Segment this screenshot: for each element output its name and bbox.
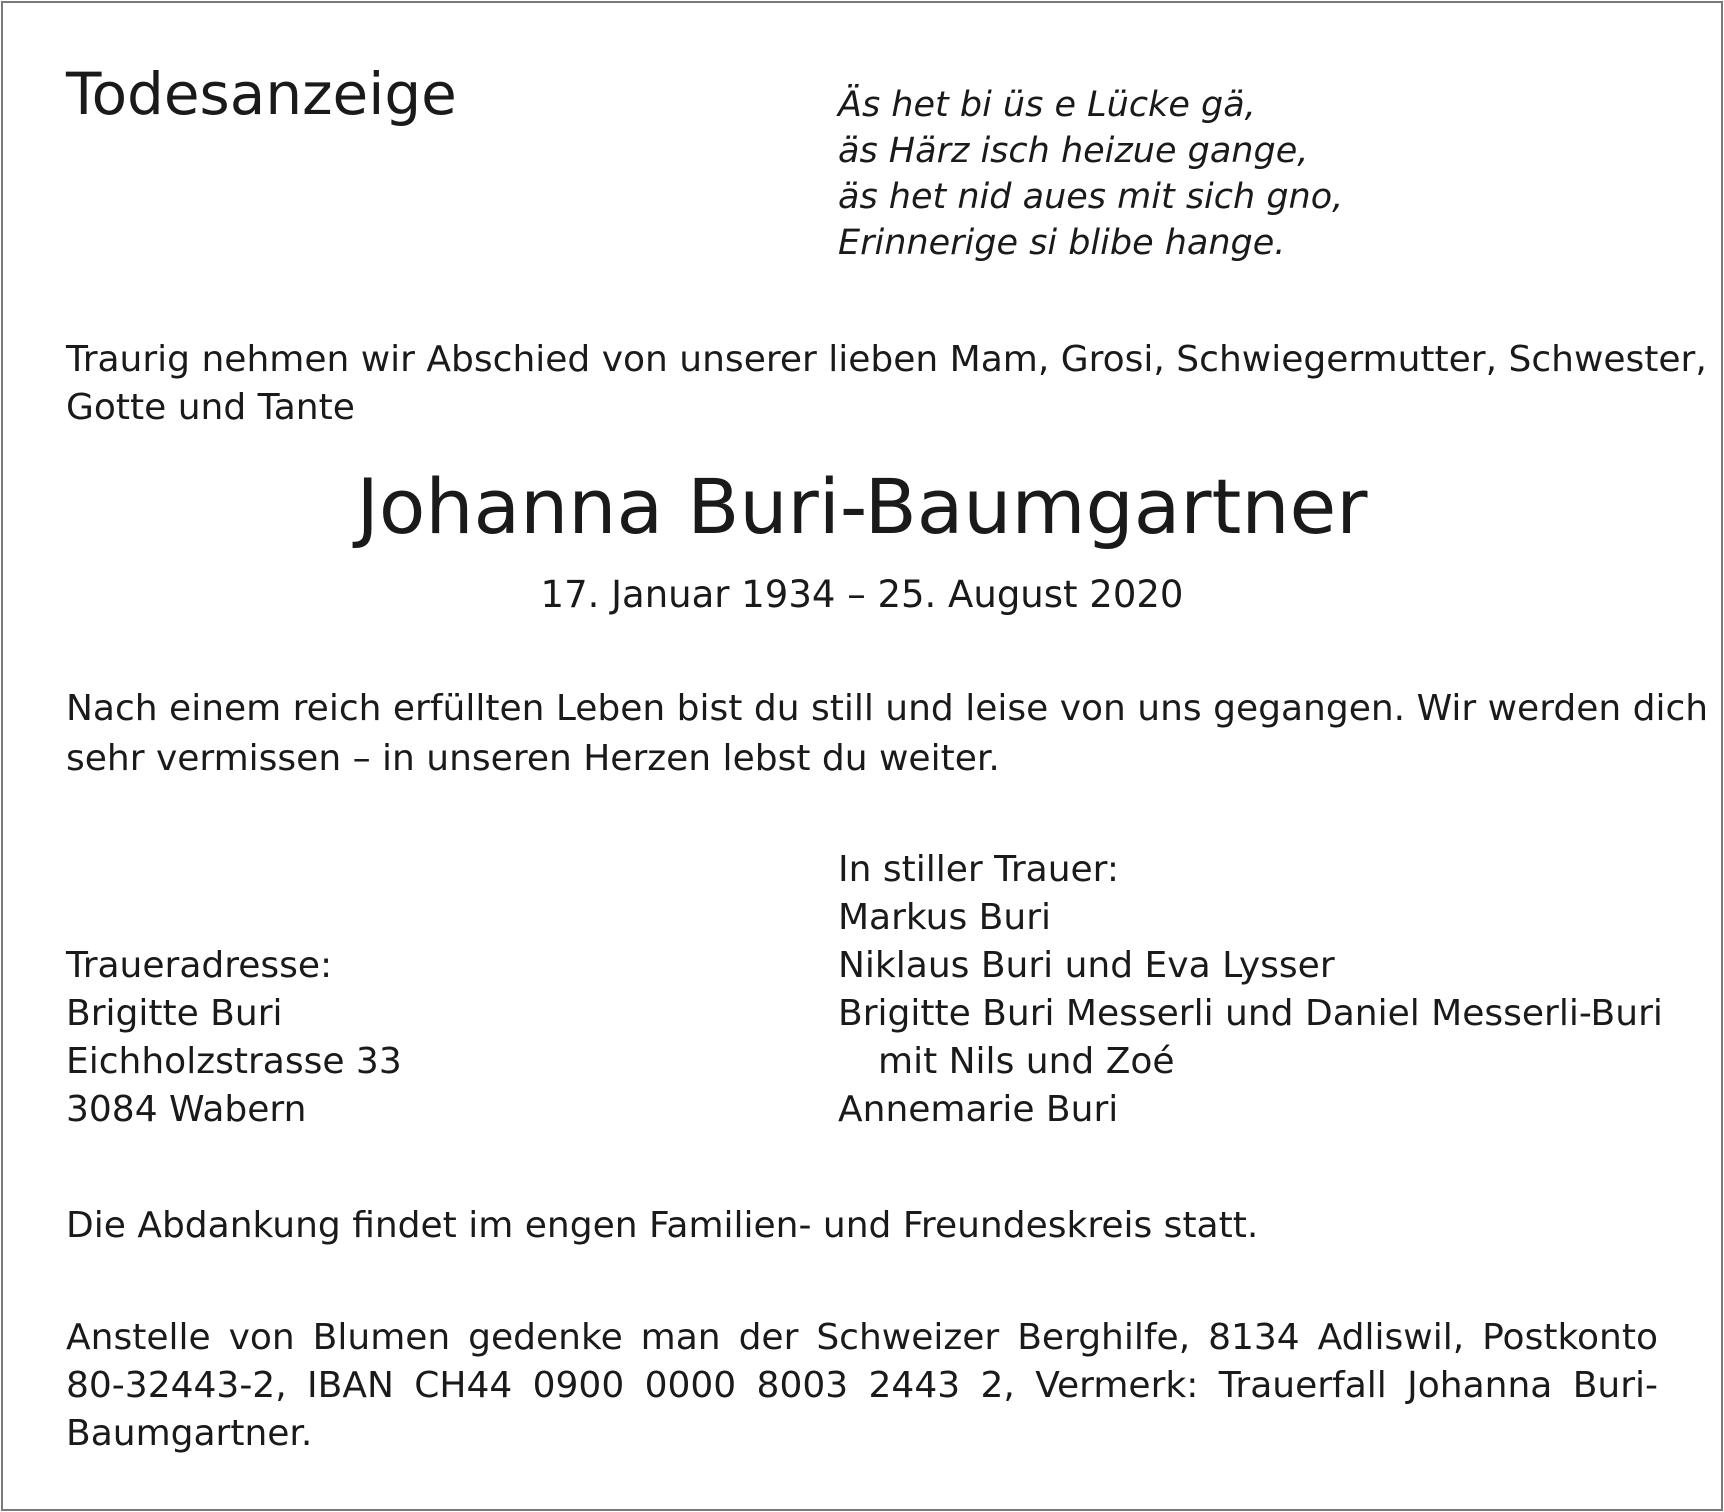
message-line: Nach einem reich erfüllten Leben bist du still und leise von uns gegangen. Wir werden dich bbox=[66, 688, 1709, 729]
address-line: Eichholzstrasse 33 bbox=[66, 1041, 402, 1082]
mourner-name: Markus Buri bbox=[838, 897, 1051, 938]
mourner-name: Annemarie Buri bbox=[838, 1089, 1119, 1130]
message-line: sehr vermissen – in unseren Herzen lebst du weiter. bbox=[66, 738, 1000, 779]
verse-line: Erinnerige si blibe hange. bbox=[838, 223, 1286, 263]
donation-note bbox=[66, 1314, 1658, 1458]
notice-title: Todesanzeige bbox=[66, 60, 457, 128]
donation-line: Baumgartner. bbox=[66, 1413, 313, 1454]
deceased-name: Johanna Buri-Baumgartner bbox=[356, 462, 1368, 551]
verse bbox=[838, 82, 1343, 266]
ceremony-note: Die Abdankung findet im engen Familien- und Freundeskreis statt. bbox=[66, 1205, 1259, 1246]
donation-line: 80-32443-2, IBAN CH44 0900 0000 8003 2443 2, Vermerk: Trauerfall Johanna Buri- bbox=[66, 1365, 1658, 1406]
intro-text bbox=[66, 336, 1707, 432]
verse-line: Äs het bi üs e Lücke gä, bbox=[838, 85, 1256, 125]
address-line: 3084 Wabern bbox=[66, 1089, 307, 1130]
farewell-message bbox=[66, 684, 1708, 784]
intro-line: Traurig nehmen wir Abschied von unserer lieben Mam, Grosi, Schwiegermutter, Schwester, bbox=[66, 339, 1707, 380]
intro-line: Gotte und Tante bbox=[66, 387, 355, 428]
mourners-list bbox=[838, 846, 1663, 1134]
address-heading: Traueradresse: bbox=[66, 945, 333, 986]
verse-line: äs Härz isch heizue gange, bbox=[838, 131, 1309, 171]
mourners-heading: In stiller Trauer: bbox=[838, 849, 1119, 890]
donation-line: Anstelle von Blumen gedenke man der Schweizer Berghilfe, 8134 Adliswil, Postkonto bbox=[66, 1317, 1658, 1358]
verse-line: äs het nid aues mit sich gno, bbox=[838, 177, 1344, 217]
life-dates: 17. Januar 1934 – 25. August 2020 bbox=[540, 573, 1184, 616]
mourner-name: mit Nils und Zoé bbox=[878, 1041, 1175, 1082]
mourner-name: Niklaus Buri und Eva Lysser bbox=[838, 945, 1335, 986]
mourning-address bbox=[66, 942, 402, 1134]
address-line: Brigitte Buri bbox=[66, 993, 283, 1034]
mourner-name: Brigitte Buri Messerli und Daniel Messerli-Buri bbox=[838, 993, 1663, 1034]
